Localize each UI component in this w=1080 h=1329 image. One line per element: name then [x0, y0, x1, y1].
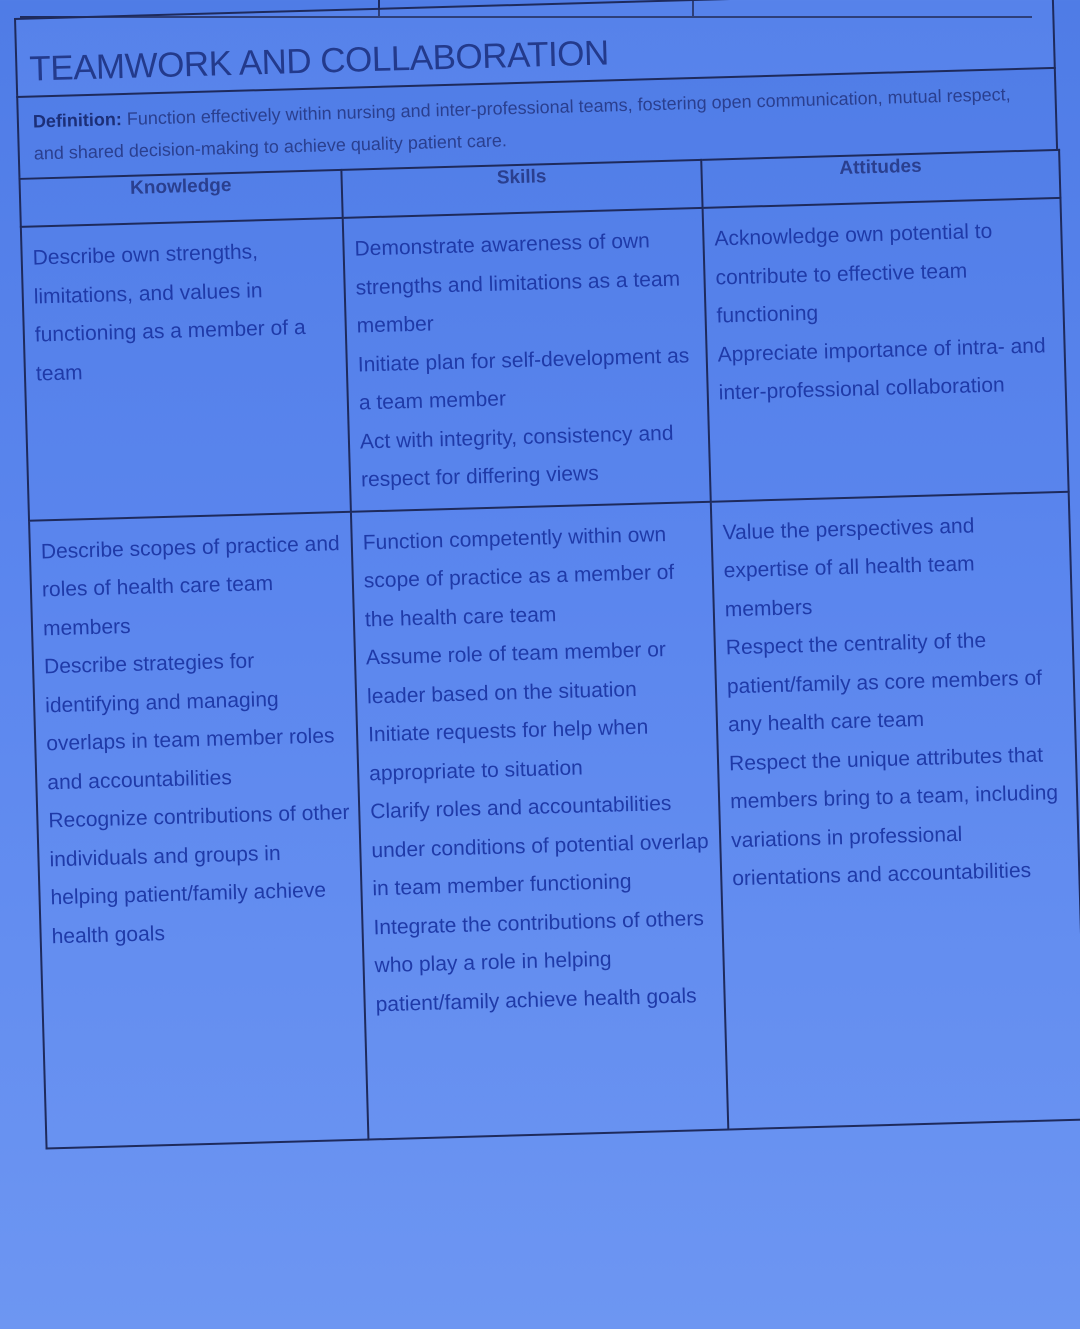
- knowledge-item: Describe strategies for identifying and managing overlaps in team member roles and accountabilities: [43, 649, 335, 794]
- knowledge-cell: [29, 511, 368, 1148]
- skills-item: Function competently within own scope of practice as a member of the health care team: [362, 522, 675, 631]
- page-title: TEAMWORK AND COLLABORATION: [28, 33, 610, 89]
- knowledge-item: Describe own strengths, limitations, and values in functioning as a member of a team: [32, 240, 306, 386]
- knowledge-item: Describe scopes of practice and roles of health care team members: [40, 531, 340, 640]
- skills-cell: [343, 208, 711, 511]
- competency-table: [18, 149, 1080, 1149]
- competency-document: [14, 0, 1080, 1149]
- column-header-skills: Skills: [341, 160, 702, 218]
- skills-item: Initiate plan for self-development as a team member: [357, 343, 690, 415]
- attitudes-item: Appreciate importance of intra- and inter-professional collaboration: [717, 333, 1046, 405]
- attitudes-item: Respect the unique attributes that members bring to a team, including variations in professional orientations and accountabilities: [728, 743, 1059, 891]
- attitudes-item: Respect the centrality of the patient/family as core members of any health care team: [725, 629, 1043, 737]
- knowledge-item: Recognize contributions of other individuals and groups in helping patient/family achieve health goals: [48, 800, 350, 948]
- skills-item: Initiate requests for help when appropriate to situation: [367, 715, 649, 785]
- column-header-attitudes: Attitudes: [701, 150, 1060, 208]
- skills-item: Clarify roles and accountabilities under conditions of potential overlap in team member functioning: [369, 791, 709, 901]
- table-row: [21, 198, 1069, 520]
- attitudes-item: Acknowledge own potential to contribute to effective team functioning: [714, 219, 993, 328]
- skills-item: Act with integrity, consistency and respect for differing views: [359, 421, 674, 492]
- skills-cell: [351, 501, 728, 1139]
- column-header-knowledge: Knowledge: [19, 170, 342, 227]
- skills-item: Integrate the contributions of others who play a role in helping patient/family achieve health goals: [373, 906, 705, 1016]
- attitudes-cell: [703, 198, 1069, 501]
- definition-label: Definition:: [32, 109, 123, 132]
- skills-item: Assume role of team member or leader based on the situation: [365, 638, 667, 708]
- skills-item: Demonstrate awareness of own strengths and limitations as a team member: [354, 229, 681, 338]
- attitudes-cell: [711, 491, 1080, 1129]
- knowledge-cell: [21, 218, 351, 520]
- attitudes-item: Value the perspectives and expertise of all health team members: [722, 513, 975, 621]
- definition-text: Function effectively within nursing and inter-professional teams, fostering open communication, mutual respect, and shared decision-making to achieve quality patient care.: [33, 84, 1011, 164]
- table-row: [29, 491, 1080, 1148]
